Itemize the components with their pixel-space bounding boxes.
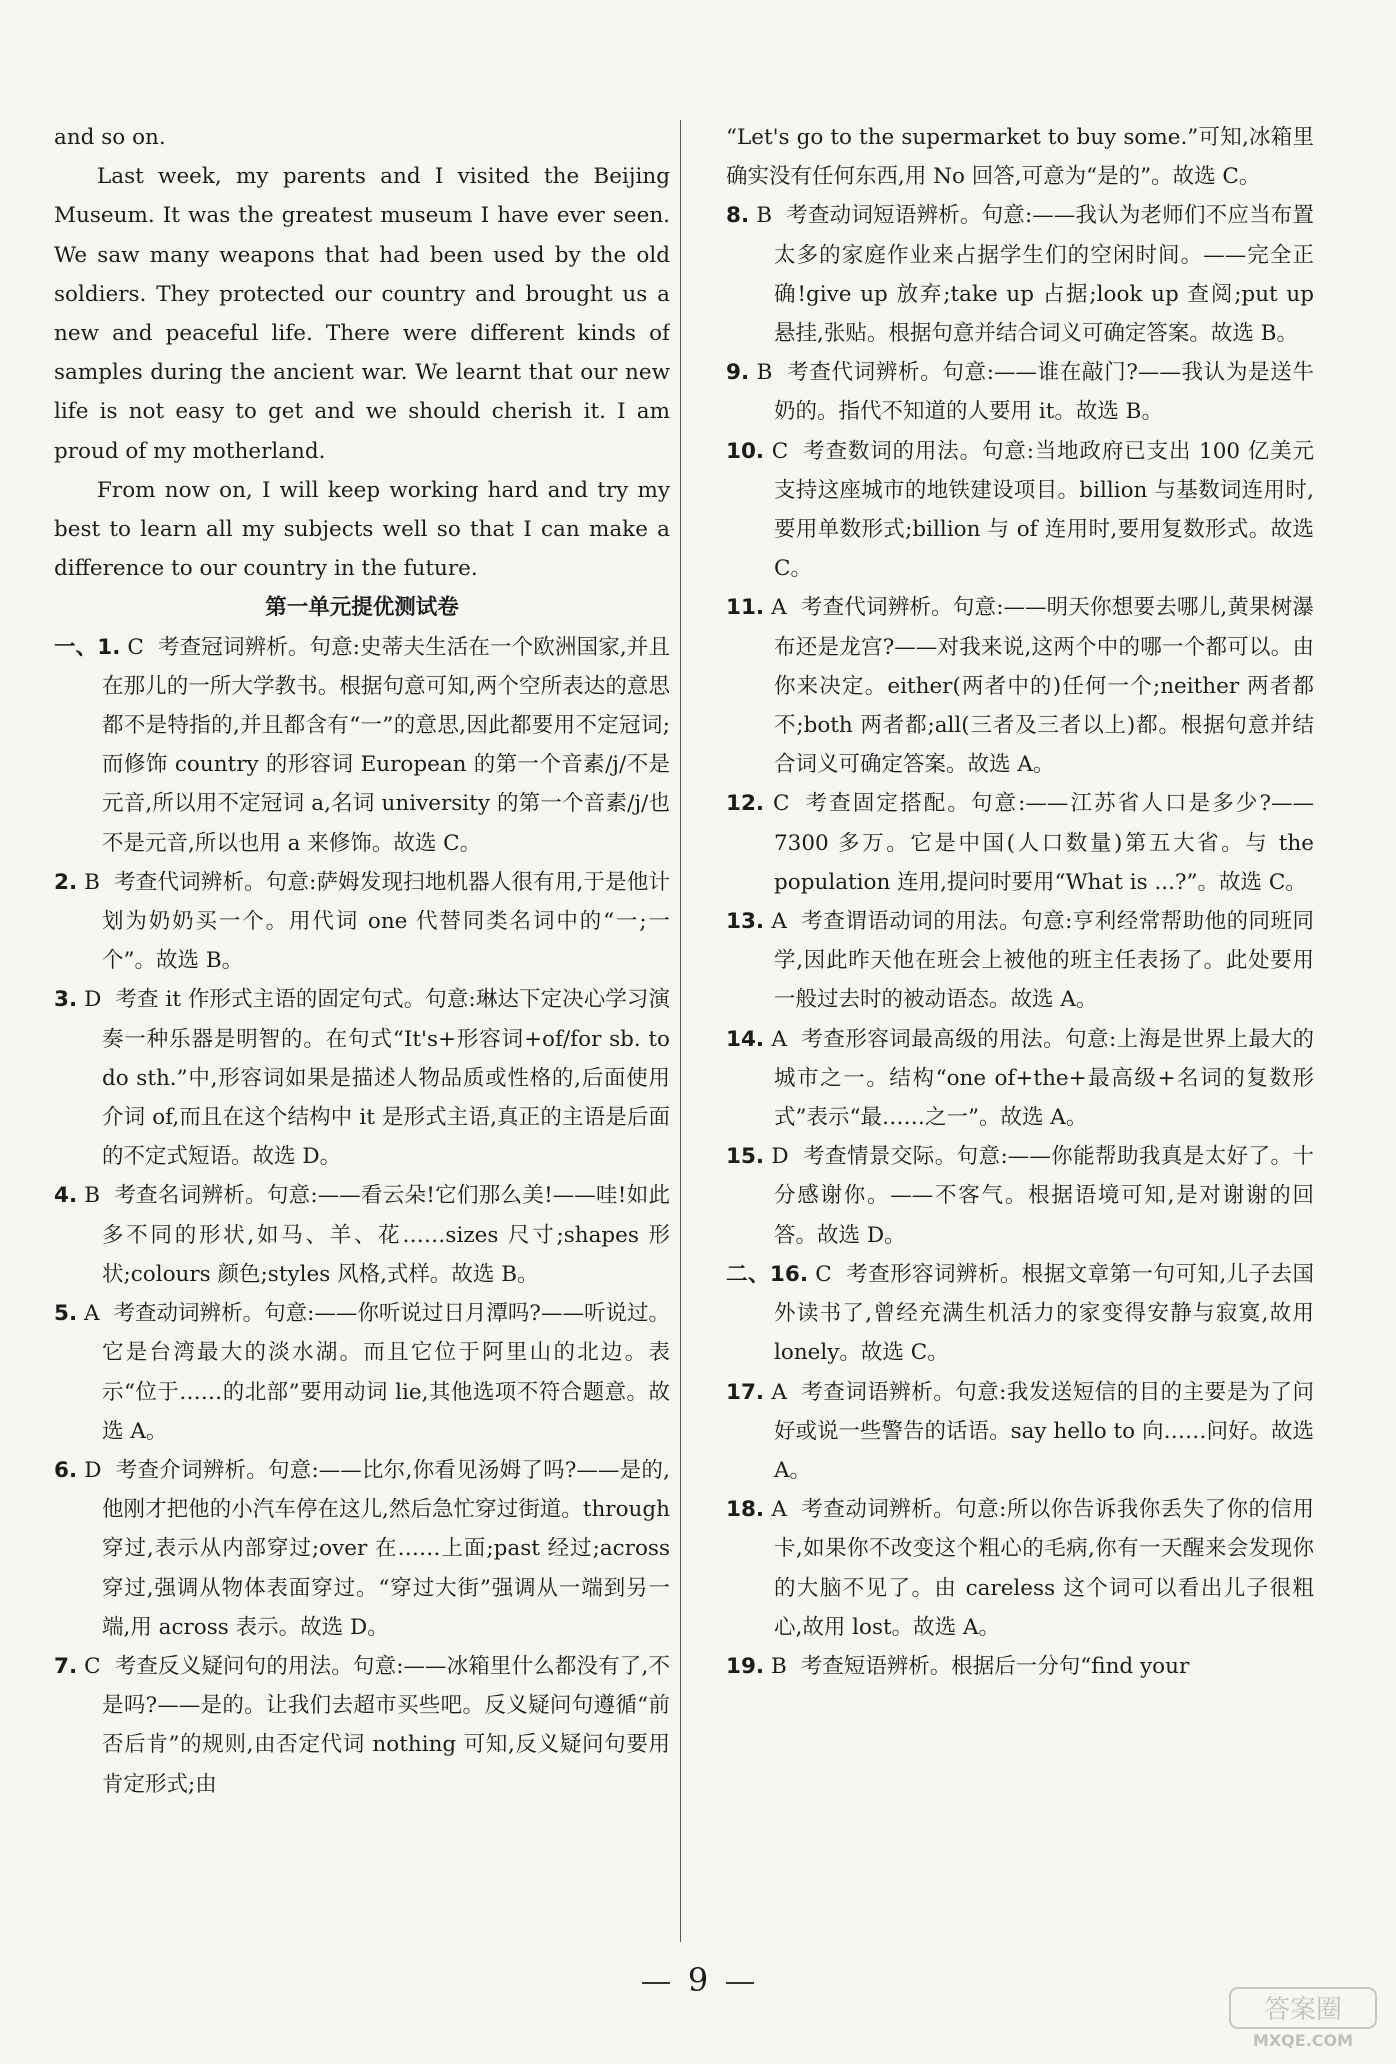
answer-item [726, 1137, 1314, 1255]
item-number: 3. [54, 987, 78, 1013]
answer-letter: C [127, 634, 144, 660]
answer-letter: A [771, 909, 787, 935]
item-number: 7. [54, 1653, 78, 1679]
item-number: 15. [726, 1144, 765, 1170]
left-column [54, 118, 670, 1948]
answer-letter: C [771, 438, 789, 464]
answer-item [726, 1373, 1314, 1491]
answer-item [54, 1294, 670, 1451]
answer-item [726, 1647, 1314, 1686]
answer-explanation: 考查动词辨析。句意:——你听说过日月潭吗?——听说过。它是台湾最大的淡水湖。而且它位于阿里山的北边。表示“位于……的北部”要用动词 lie,其他选项不符合题意。故选 A。 [102, 1301, 670, 1444]
answer-explanation: 考查 it 作形式主语的固定句式。句意:琳达下定决心学习演奏一种乐器是明智的。在句式“It's+形容词+of/for sb. to do sth.”中,形容词如果是描述人物品质或性格的,后面使用介词 of,而且在这个结构中 it 是形式主语,真正的主语是后面的不定式短语。故选 D。 [102, 987, 670, 1170]
item-number: 19. [726, 1653, 765, 1679]
item-number: 11. [726, 595, 765, 621]
watermark-text: 答案圈 [1263, 1995, 1343, 2025]
answer-explanation: 考查冠词辨析。句意:史蒂夫生活在一个欧洲国家,并且在那儿的一所大学教书。根据句意可知,两个空所表达的意思都不是特指的,并且都含有“一”的意思,因此都要用不定冠词;而修饰 country 的形容词 European 的第一个音素/j/不是元音,所以用不定冠词 a,名词 university 的第一个音素/j/也不是元音,所以也用 a 来修饰。故选 C。 [102, 634, 670, 856]
right-column [726, 118, 1314, 1948]
answer-letter: D [84, 987, 102, 1013]
answer-item [54, 1451, 670, 1647]
answer-item [726, 784, 1314, 902]
column-divider [680, 120, 681, 1942]
answer-item [54, 1647, 670, 1804]
answer-letter: C [773, 791, 790, 817]
answer-letter: B [756, 203, 772, 229]
answer-explanation: 考查数词的用法。句意:当地政府已支出 100 亿美元支持这座城市的地铁建设项目。billion 与基数词连用时,要用单数形式;billion 与 of 连用时,要用复数形式。故选 C。 [774, 438, 1314, 582]
answer-explanation: 考查情景交际。句意:——你能帮助我真是太好了。十分感谢你。——不客气。根据语境可知,是对谢谢的回答。故选 D。 [774, 1144, 1314, 1248]
answer-letter: C [815, 1261, 832, 1287]
answer-letter: A [771, 1379, 787, 1405]
answer-letter: A [771, 1026, 787, 1052]
answer-item [726, 1490, 1314, 1647]
answer-item [726, 588, 1314, 784]
answer-letter: B [84, 869, 100, 895]
item-number: 1. [97, 634, 121, 660]
answer-letter: D [84, 1457, 102, 1483]
answer-letter: C [84, 1653, 101, 1679]
answer-explanation: 考查名词辨析。句意:——看云朵!它们那么美!——哇!如此多不同的形状,如马、羊、花……sizes 尺寸;shapes 形状;colours 颜色;styles 风格,式样。故选 B。 [102, 1183, 670, 1287]
answer-item [54, 980, 670, 1176]
item-number: 6. [54, 1457, 78, 1483]
answer-explanation: 考查词语辨析。句意:我发送短信的目的主要是为了问好或说一些警告的话语。say hello to 向……问好。故选 A。 [774, 1379, 1314, 1483]
page-number-dash [726, 1982, 754, 1984]
page-number-text: 9 [687, 1961, 709, 1999]
answer-item [726, 1020, 1314, 1138]
answer-explanation: 考查谓语动词的用法。句意:亨利经常帮助他的同班同学,因此昨天他在班会上被他的班主任表扬了。此处要用一般过去时的被动语态。故选 A。 [774, 909, 1314, 1013]
item-number: 9. [726, 360, 750, 386]
answer-item [54, 863, 670, 981]
watermark-url: MXQE.COM [1252, 2031, 1354, 2050]
item-number: 16. [769, 1261, 808, 1287]
answer-item [726, 432, 1314, 589]
section-marker: 二、 [726, 1261, 770, 1287]
item-number: 2. [54, 869, 78, 895]
essay-paragraph: From now on, I will keep working hard and try my best to learn all my subjects well so that I can make a difference to our country in the future. [54, 477, 670, 582]
answer-item [726, 196, 1314, 353]
answer-letter: A [771, 595, 787, 621]
answer-explanation: 考查代词辨析。句意:——明天你想要去哪儿,黄果树瀑布还是龙宫?——对我来说,这两个中的哪一个都可以。由你来决定。either(两者中的)任何一个;neither 两者都不;both 两者都;all(三者及三者以上)都。根据句意并结合词义可确定答案。故选 A。 [774, 595, 1314, 778]
answer-item [726, 353, 1314, 431]
item-number: 12. [726, 791, 765, 817]
answer-item [726, 1255, 1314, 1373]
answer-item [54, 1176, 670, 1294]
answer-explanation: 考查形容词辨析。根据文章第一句可知,儿子去国外读书了,曾经充满生机活力的家变得安静与寂寞,故用 lonely。故选 C。 [774, 1261, 1314, 1366]
answer-explanation: 考查代词辨析。句意:——谁在敲门?——我认为是送牛奶的。指代不知道的人要用 it。故选 B。 [774, 360, 1314, 425]
page-number-dash [642, 1982, 670, 1984]
answer-explanation: 考查动词辨析。句意:所以你告诉我你丢失了你的信用卡,如果你不改变这个粗心的毛病,你有一天醒来会发现你的大脑不见了。由 careless 这个词可以看出儿子很粗心,故用 lost。故选 A。 [774, 1497, 1314, 1640]
item-number: 17. [726, 1379, 765, 1405]
answer-item [726, 902, 1314, 1020]
item-number: 10. [726, 438, 765, 464]
item-number: 4. [54, 1183, 78, 1209]
item-number: 13. [726, 909, 765, 935]
answer-letter: B [770, 1653, 787, 1679]
answer-item [54, 628, 670, 863]
item-number: 5. [54, 1301, 78, 1327]
item-number: 8. [726, 203, 750, 229]
answer-letter: B [756, 360, 773, 386]
answer-letter: D [771, 1144, 789, 1170]
answer-list [726, 196, 1314, 1686]
section-marker: 一、 [54, 634, 98, 660]
answer-explanation: 考查短语辨析。根据后一分句“find your [800, 1653, 1190, 1679]
essay-paragraph: and so on. [54, 125, 166, 150]
page-number [0, 1960, 1396, 2000]
answer-letter: A [83, 1301, 100, 1327]
section-title: 第一单元提优测试卷 [265, 595, 459, 621]
answer-continuation: “Let's go to the supermarket to buy some.”可知,冰箱里确实没有任何东西,用 No 回答,可意为“是的”。故选 C。 [726, 125, 1314, 190]
answer-letter: B [84, 1183, 101, 1209]
answer-letter: A [771, 1497, 787, 1523]
watermark-logo-icon [1228, 1986, 1378, 2050]
answer-explanation: 考查动词短语辨析。句意:——我认为老师们不应当布置太多的家庭作业来占据学生们的空闲时间。——完全正确!give up 放弃;take up 占据;look up 查阅;put up 悬挂,张贴。根据句意并结合词义可确定答案。故选 B。 [774, 203, 1314, 347]
essay-paragraph: Last week, my parents and I visited the Beijing Museum. It was the greatest museum I have ever seen. We saw many weapons that had been used by the old soldiers. They protected our country and brought us a new and peaceful life. There were different kinds of samples during the ancient war. We learnt that our new life is not easy to get and we should cherish it. I am proud of my motherland. [54, 164, 670, 464]
answer-explanation: 考查代词辨析。句意:萨姆发现扫地机器人很有用,于是他计划为奶奶买一个。用代词 one 代替同类名词中的“一;一个”。故选 B。 [102, 869, 670, 974]
answer-explanation: 考查固定搭配。句意:——江苏省人口是多少?——7300 多万。它是中国(人口数量)第五大省。与 the population 连用,提问时要用“What is ...?”。故选 C。 [774, 791, 1314, 895]
answer-explanation: 考查介词辨析。句意:——比尔,你看见汤姆了吗?——是的,他刚才把他的小汽车停在这儿,然后急忙穿过街道。through 穿过,表示从内部穿过;over 在……上面;past 经过;across 穿过,强调从物体表面穿过。“穿过大街”强调从一端到另一端,用 across 表示。故选 D。 [102, 1457, 670, 1640]
answer-explanation: 考查形容词最高级的用法。句意:上海是世界上最大的城市之一。结构“one of+the+最高级+名词的复数形式”表示“最……之一”。故选 A。 [774, 1026, 1314, 1131]
answer-list [54, 628, 670, 1804]
item-number: 14. [726, 1026, 765, 1052]
item-number: 18. [726, 1497, 765, 1523]
answer-explanation: 考查反义疑问句的用法。句意:——冰箱里什么都没有了,不是吗?——是的。让我们去超市买些吧。反义疑问句遵循“前否后肯”的规则,由否定代词 nothing 可知,反义疑问句要用肯定形式;由 [102, 1653, 670, 1797]
